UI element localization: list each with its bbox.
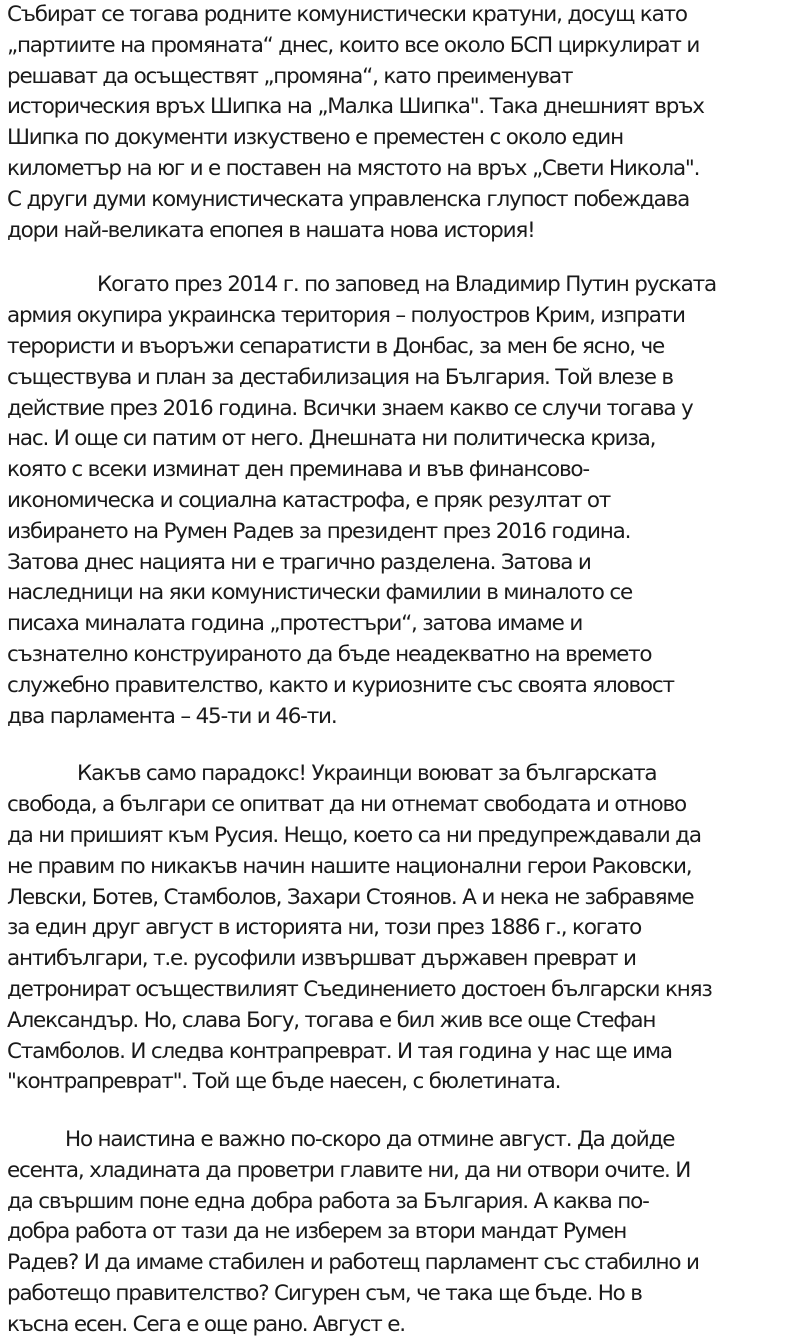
text-line: за един друг август в историята ни, този през 1886 г., когато xyxy=(7,915,642,941)
text-line: есента, хладината да проветри главите ни, да ни отвори очите. И xyxy=(7,1157,691,1183)
text-line: Но наистина е важно по-скоро да отмине август. Да дойде xyxy=(65,1127,675,1153)
text-line: писаха миналата година „протестъри“, затова имаме и xyxy=(7,611,583,637)
text-line: съзнателно конструираното да бъде неадекватно на времето xyxy=(7,641,652,667)
text-line: армия окупира украинска територия – полуостров Крим, изпрати xyxy=(7,303,685,329)
text-line: Стамболов. И следва контрапреврат. И тая година у нас ще има xyxy=(7,1038,672,1064)
text-line: действие през 2016 година. Всички знаем какво се случи тогава у xyxy=(7,395,693,421)
text-line: съществува и план за дестабилизация на България. Той влезе в xyxy=(7,364,673,390)
paragraph-1 xyxy=(7,0,787,246)
text-line: не правим по никакъв начин нашите национални герои Раковски, xyxy=(7,853,692,879)
text-line: късна есен. Сега е още рано. Август е. xyxy=(7,1311,405,1337)
text-line: антибългари, т.е. русофили извършват държавен преврат и xyxy=(7,946,636,972)
text-line: нас. И още си патим от него. Днешната ни политическа криза, xyxy=(7,426,656,452)
text-line: свобода, а българи се опитват да ни отнемат свободата и отново xyxy=(7,792,686,818)
text-line: Какъв само парадокс! Украинци воюват за българската xyxy=(77,761,657,787)
text-line: работещо правителство? Сигурен съм, че така ще бъде. Но в xyxy=(7,1281,642,1307)
text-line: да свършим поне една добра работа за България. А каква по- xyxy=(7,1188,649,1214)
text-line: добра работа от тази да не изберем за втори мандат Румен xyxy=(7,1219,627,1245)
text-line: детронират осъществилият Съединението достоен български княз xyxy=(7,976,712,1002)
text-line: "контрапреврат". Той ще бъде наесен, с бюлетината. xyxy=(7,1069,561,1095)
text-line: Александър. Но, слава Богу, тогава е бил жив все още Стефан xyxy=(7,1007,656,1033)
text-line: решават да осъществят „промяна“, като преименуват xyxy=(7,63,573,89)
article-body xyxy=(7,0,787,1341)
text-line: два парламента – 45-ти и 46-ти. xyxy=(7,703,337,729)
text-line: икономическа и социална катастрофа, е пряк резултат от xyxy=(7,487,611,513)
paragraph-3 xyxy=(7,759,787,1098)
text-line: историческия връх Шипка на „Малка Шипка". Така днешният връх xyxy=(7,94,704,120)
paragraph-2 xyxy=(7,270,787,732)
text-line: Затова днес нацията ни е трагично разделена. Затова и xyxy=(7,549,591,575)
text-line: километър на юг и е поставен на мястото на връх „Свети Никола". xyxy=(7,155,700,181)
text-line: Левски, Ботев, Стамболов, Захари Стоянов. А и нека не забравяме xyxy=(7,884,694,910)
text-line: терористи и въоръжи сепаратисти в Донбас, за мен бе ясно, че xyxy=(7,333,665,359)
text-line: служебно правителство, както и куриозните със своята яловост xyxy=(7,672,674,698)
text-line: наследници на яки комунистически фамилии в миналото се xyxy=(7,580,632,606)
paragraph-4 xyxy=(7,1125,787,1341)
text-line: С други думи комунистическата управленска глупост побеждава xyxy=(7,186,690,212)
text-line: Събират се тогава родните комунистически кратуни, досущ като xyxy=(7,2,687,27)
text-line: Когато през 2014 г. по заповед на Владимир Путин руската xyxy=(97,272,716,298)
text-line: която с всеки изминат ден преминава и във финансово- xyxy=(7,457,589,483)
text-line: Шипка по документи изкуствено е преместен с около един xyxy=(7,125,623,151)
text-line: избирането на Румен Радев за президент през 2016 година. xyxy=(7,518,631,544)
text-line: да ни пришият към Русия. Нещо, което са ни предупреждавали да xyxy=(7,822,701,848)
text-line: „партиите на промяната“ днес, които все около БСП циркулират и xyxy=(7,32,700,58)
text-line: Радев? И да имаме стабилен и работещ парламент със стабилно и xyxy=(7,1250,699,1276)
text-line: дори най-великата епопея в нашата нова история! xyxy=(7,217,535,243)
